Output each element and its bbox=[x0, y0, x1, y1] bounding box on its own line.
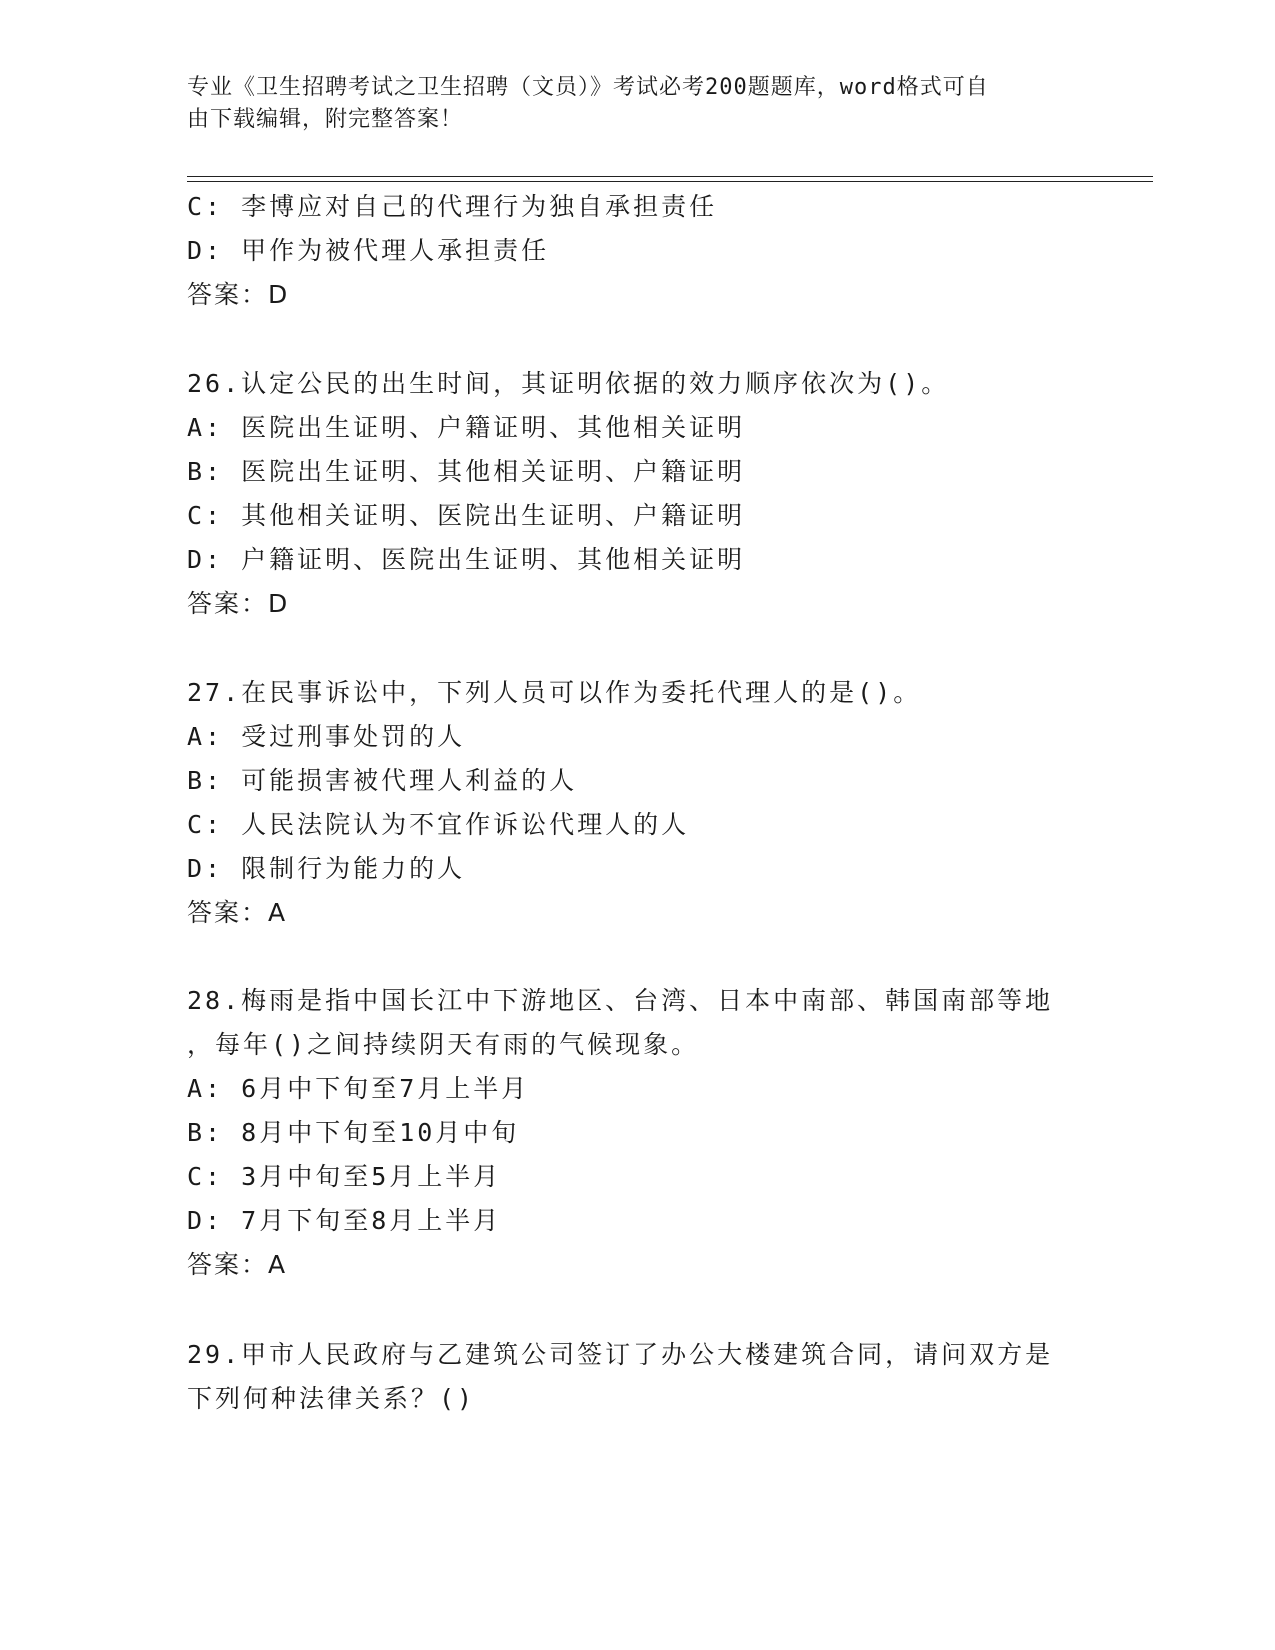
header-line-1: 专业《卫生招聘考试之卫生招聘（文员）》考试必考200题题库，word格式可自 bbox=[187, 75, 989, 100]
q27-option-c: C: 人民法院认为不宜作诉讼代理人的人 bbox=[187, 810, 690, 839]
q29-stem-line-1: 29.甲市人民政府与乙建筑公司签订了办公大楼建筑合同，请问双方是 bbox=[187, 1340, 1054, 1369]
q26-stem: 26.认定公民的出生时间，其证明依据的效力顺序依次为()。 bbox=[187, 369, 950, 398]
q28-stem-line-1: 28.梅雨是指中国长江中下游地区、台湾、日本中南部、韩国南部等地 bbox=[187, 986, 1054, 1015]
q28-answer: 答案：A bbox=[187, 1250, 288, 1279]
q25-option-c: C: 李博应对自己的代理行为独自承担责任 bbox=[187, 192, 718, 221]
q26-option-b: B: 医院出生证明、其他相关证明、户籍证明 bbox=[187, 457, 746, 486]
q25-answer: 答案：D bbox=[187, 280, 290, 309]
q26-option-c: C: 其他相关证明、医院出生证明、户籍证明 bbox=[187, 501, 746, 530]
q28-option-b: B: 8月中下旬至10月中旬 bbox=[187, 1118, 520, 1147]
q29-stem-line-2: 下列何种法律关系？() bbox=[187, 1384, 476, 1413]
q26-option-a: A: 医院出生证明、户籍证明、其他相关证明 bbox=[187, 413, 746, 442]
q26-answer: 答案：D bbox=[187, 589, 290, 618]
q25-option-d: D: 甲作为被代理人承担责任 bbox=[187, 236, 550, 265]
q27-answer: 答案：A bbox=[187, 898, 288, 927]
q28-option-d: D: 7月下旬至8月上半月 bbox=[187, 1206, 502, 1235]
q27-option-a: A: 受过刑事处罚的人 bbox=[187, 722, 466, 751]
header-line-2: 由下载编辑，附完整答案！ bbox=[187, 107, 464, 132]
header-rule-top bbox=[187, 176, 1153, 177]
q27-stem: 27.在民事诉讼中，下列人员可以作为委托代理人的是()。 bbox=[187, 678, 922, 707]
q28-option-c: C: 3月中旬至5月上半月 bbox=[187, 1162, 502, 1191]
document-header bbox=[187, 72, 1087, 136]
q26-option-d: D: 户籍证明、医院出生证明、其他相关证明 bbox=[187, 545, 746, 574]
q28-stem-line-2: ，每年()之间持续阴天有雨的气候现象。 bbox=[187, 1030, 700, 1059]
header-rule-bottom bbox=[187, 181, 1153, 182]
q27-option-d: D: 限制行为能力的人 bbox=[187, 854, 466, 883]
q27-option-b: B: 可能损害被代理人利益的人 bbox=[187, 766, 578, 795]
q28-option-a: A: 6月中下旬至7月上半月 bbox=[187, 1074, 530, 1103]
